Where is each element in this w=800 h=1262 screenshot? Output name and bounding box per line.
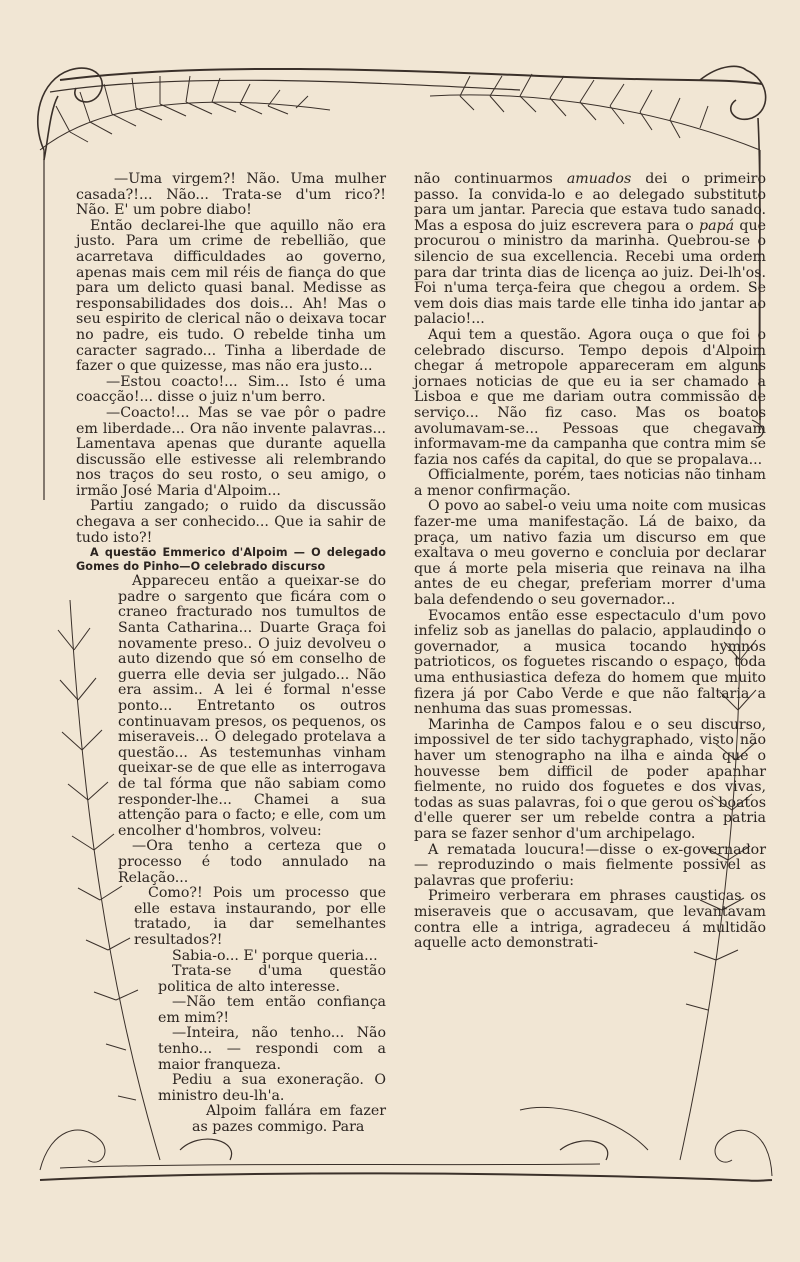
paragraph: O povo ao sabel-o veiu uma noite com musicas fazer-me uma manifestação. Lá de baixo, da praça, um nativo fazia um discurso em que exaltava o meu governo e concluia por declarar que á morte pela miseria que reinava na ilha antes de eu chegar, preferiam morrer d'uma bala defendendo o seu governador... bbox=[414, 498, 766, 609]
corner-scroll-top-left bbox=[38, 68, 102, 160]
right-column bbox=[414, 172, 766, 952]
paragraph: Evocamos então esse espectaculo d'um povo infeliz sob as janellas do palacio, applaudindo o governador, a musica tocando hymnos patrioticos, os foguetes riscando o espaço, toda uma enthusiastica defeza do homem que muito fizera já por Cabo Verde e que não faltaria a nenhuma das suas promessas. bbox=[414, 607, 766, 718]
paragraph: Officialmente, porém, taes noticias não tinham a menor confirmação. bbox=[414, 467, 766, 499]
paragraph: —Ora tenho a certeza que o processo é todo annulado na Relação... bbox=[118, 838, 386, 886]
paragraph: —Estou coacto!... Sim... Isto é uma coacção!... disse o juiz n'um berro. bbox=[76, 373, 386, 406]
paragraph: Então declarei-lhe que aquillo não era justo. Para um crime de rebellião, que acarretava difficuldades ao governo, apenas mais cem mil réis de fiança do que para um delicto quasi banal. Medisse as responsabilidades dos dois... Ah! Mas o seu espirito de clerical não o deixava tocar no padre, eis tudo. O rebelde tinha um caracter sagrado... Tinha a liberdade de fazer o que quizesse, mas não era justo... bbox=[76, 217, 386, 375]
frame-bottom-line bbox=[40, 1173, 772, 1180]
paragraph: —Coacto!... Mas se vae pôr o padre em liberdade... Ora não invente palavras... Lamentava apenas que durante aquella discussão elle estivesse ali relembrando nos traços do seu rosto, o seu amigo, o irmão José Maria d'Alpoim... bbox=[76, 404, 386, 499]
section-heading: A questão Emmerico d'Alpoim — O delegado Gomes do Pinho—O celebrado discurso bbox=[76, 546, 386, 574]
paragraph: Sabia-o... E' porque queria... bbox=[172, 947, 378, 964]
paragraph: Pediu a sua exoneração. O ministro deu-lh'a. bbox=[158, 1072, 386, 1104]
paragraph: Aqui tem a questão. Agora ouça o que foi o celebrado discurso. Tempo depois d'Alpoim chegar á metropole appareceram em alguns jornaes noticias de que eu ia ser chamado a Lisboa e que me dariam outra commissão de serviço... Não fiz caso. Mas os boatos avolumavam-se... Pessoas que chegavam informavam-me da campanha que contra mim se fazia nos cafés da capital, do que se propalava... bbox=[414, 326, 766, 468]
paragraph: Appareceu então a queixar-se do padre o sargento que ficára com o craneo fracturado nos tumultos de Santa Catharina... Duarte Graça foi novamente preso.. O juiz devolveu o auto dizendo que só em conselho de guerra elle devia ser julgado... Não era assim.. A lei é formal n'esse ponto... Entretanto os outros continuavam presos, os pequenos, os miseraveis... O delegado protelava a questão... As testemunhas vinham queixar-se de que elle as interrogava de tal fórma que não sabiam como responder-lhe... Chamei a sua attenção para o facto; e elle, com um encolher d'hombros, volveu: bbox=[118, 573, 386, 839]
italic-word: papá bbox=[698, 217, 735, 234]
paragraph: Como?! Pois um processo que elle estava instaurando, por elle tratado, ia dar semelhantes resultados?! bbox=[134, 885, 386, 948]
paragraph: —Uma virgem?! Não. Uma mulher casada?!... Não... Trata-se d'um rico?! Não. E' um pobre diabo! bbox=[76, 171, 386, 219]
paragraph: Primeiro verberara em phrases causticas os miseraveis que o accusavam, que levantavam contra elle a intriga, agradeceu á multidão aquelle acto demonstrati- bbox=[414, 888, 766, 952]
bottom-swirls bbox=[180, 1139, 608, 1160]
paragraph: Partiu zangado; o ruido da discussão chegava a ser conhecido... Que ia sahir de tudo isto?! bbox=[76, 498, 386, 546]
paragraph: Trata-se d'uma questão politica de alto interesse. bbox=[158, 963, 386, 995]
fern-top-right bbox=[430, 74, 760, 150]
paragraph: —Não tem então confiança em mim?! bbox=[158, 994, 386, 1026]
paragraph: —Inteira, não tenho... Não tenho... — respondi com a maior franqueza. bbox=[158, 1025, 386, 1073]
paragraph: Alpoim fallára em fazer as pazes commigo. Para bbox=[192, 1103, 386, 1136]
paragraph: Marinha de Campos falou e o seu discurso, impossivel de ter sido tachygraphado, visto não haver um stenographo na ilha e ainda que o houvesse bem difficil de poder apanhar fielmente, no ruido dos foguetes e dos vivas, todas as suas palavras, foi o que gerou os boatos d'elle querer ser um rebelde contra a patria para se fazer senhor d'um archipelago. bbox=[414, 716, 766, 842]
paragraph: A rematada loucura!—disse o ex-governador — reproduzindo o mais fielmente possivel as palavras que proferiu: bbox=[414, 841, 766, 889]
left-column bbox=[76, 172, 386, 1136]
italic-word: amuados bbox=[566, 171, 632, 187]
paragraph: não continuarmos amuados dei o primeiro passo. Ia convida-lo e ao delegado substituto para um jantar. Parecia que estava tudo sanado. Mas a esposa do juiz escrevera para o papá que procurou o ministro da marinha. Quebrou-se o silencio de sua excellencia. Recebi uma ordem para dar trinta dias de licença ao juiz. Dei-lh'os. Foi n'uma terça-feira que chegou a ordem. Se vem dois dias mais tarde elle tinha ido jantar ao palacio!... bbox=[414, 171, 767, 328]
